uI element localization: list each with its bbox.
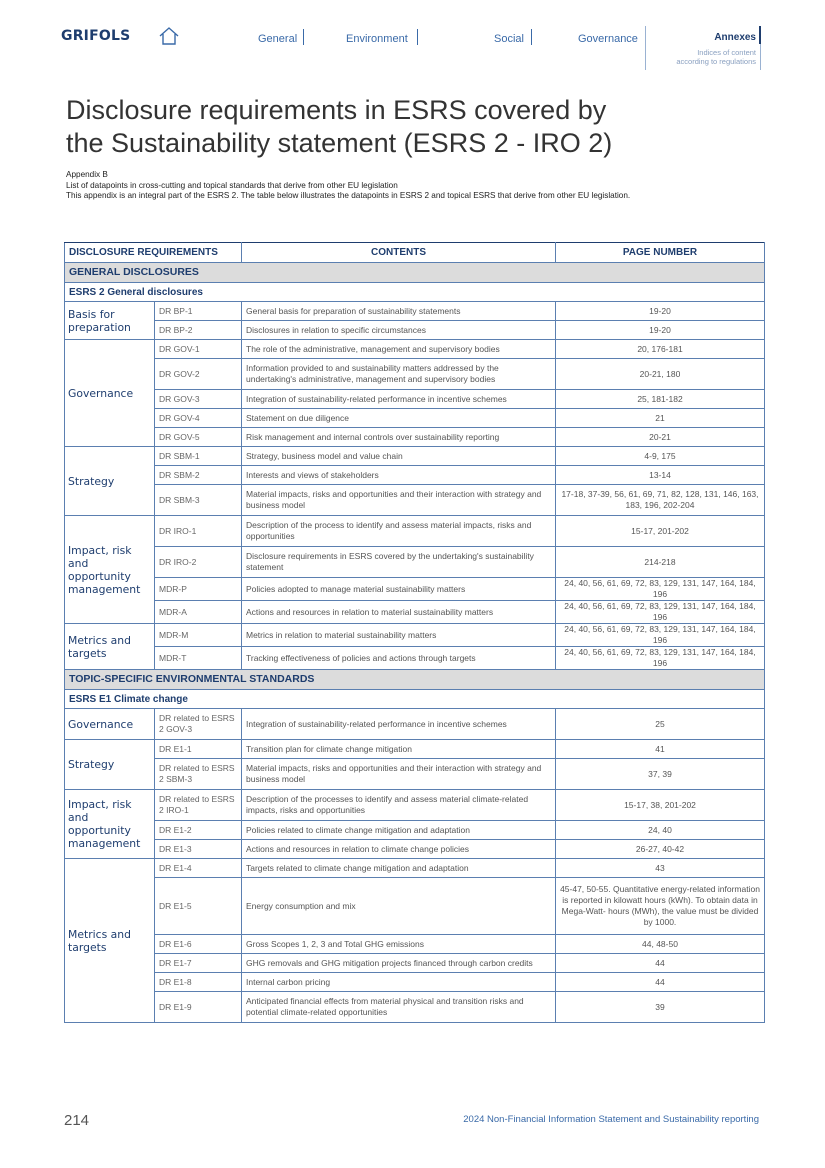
- table-row: [65, 340, 765, 359]
- dr-content: Description of the process to identify and assess material impacts, risks and opportunities: [242, 516, 556, 547]
- section-title: TOPIC-SPECIFIC ENVIRONMENTAL STANDARDS: [65, 670, 765, 690]
- table-row: [65, 624, 765, 647]
- dr-code: MDR-M: [155, 624, 242, 647]
- group-label: Metrics and targets: [65, 624, 155, 670]
- page-header: [0, 0, 825, 80]
- dr-code: DR related to ESRS 2 GOV-3: [155, 709, 242, 740]
- dr-code: DR E1-2: [155, 821, 242, 840]
- dr-page: 43: [556, 859, 765, 878]
- dr-code: DR IRO-1: [155, 516, 242, 547]
- dr-code: MDR-A: [155, 601, 242, 624]
- dr-page: 214-218: [556, 547, 765, 578]
- dr-page: 20-21, 180: [556, 359, 765, 390]
- table-row: [65, 359, 765, 390]
- table-row: [65, 409, 765, 428]
- section-row: [65, 263, 765, 283]
- dr-page: 24, 40, 56, 61, 69, 72, 83, 129, 131, 147, 164, 184, 196: [556, 624, 765, 647]
- nav-annexes[interactable]: [645, 26, 761, 70]
- group-label: Strategy: [65, 447, 155, 516]
- dr-page: 39: [556, 992, 765, 1023]
- dr-page: 13-14: [556, 466, 765, 485]
- nav-governance[interactable]: Governance: [578, 33, 638, 45]
- dr-page: 44: [556, 954, 765, 973]
- table-row: [65, 578, 765, 601]
- table-row: [65, 647, 765, 670]
- table-row: [65, 547, 765, 578]
- nav-divider: [303, 29, 304, 45]
- dr-code: DR BP-1: [155, 302, 242, 321]
- table-row: [65, 840, 765, 859]
- dr-code: DR GOV-1: [155, 340, 242, 359]
- dr-content: Integration of sustainability-related performance in incentive schemes: [242, 709, 556, 740]
- dr-content: Information provided to and sustainability matters addressed by the undertaking's administrative, management and supervisory bodies: [242, 359, 556, 390]
- table-row: [65, 821, 765, 840]
- dr-content: Transition plan for climate change mitigation: [242, 740, 556, 759]
- dr-page: 20-21: [556, 428, 765, 447]
- dr-page: 37, 39: [556, 759, 765, 790]
- dr-page: 44, 48-50: [556, 935, 765, 954]
- table-row: [65, 428, 765, 447]
- dr-page: 15-17, 201-202: [556, 516, 765, 547]
- group-label: Strategy: [65, 740, 155, 790]
- dr-content: Metrics in relation to material sustainability matters: [242, 624, 556, 647]
- annexes-subtitle: Indices of content according to regulations: [676, 48, 756, 66]
- dr-content: Actions and resources in relation to material sustainability matters: [242, 601, 556, 624]
- dr-code: DR E1-1: [155, 740, 242, 759]
- table-row: [65, 992, 765, 1023]
- dr-content: GHG removals and GHG mitigation projects financed through carbon credits: [242, 954, 556, 973]
- dr-code: DR GOV-5: [155, 428, 242, 447]
- table-row: [65, 485, 765, 516]
- nav-divider: [531, 29, 532, 45]
- table-row: [65, 973, 765, 992]
- footer-page-number: 214: [64, 1112, 90, 1129]
- table-row: [65, 302, 765, 321]
- dr-content: Strategy, business model and value chain: [242, 447, 556, 466]
- group-label: Basis for preparation: [65, 302, 155, 340]
- dr-page: 15-17, 38, 201-202: [556, 790, 765, 821]
- dr-page: 45-47, 50-55. Quantitative energy-related information is reported in kilowatt hours (kWh). To obtain data in Mega-Watt- hours (MWh), the value must be divided by 1000.: [556, 878, 765, 935]
- group-label: Governance: [65, 709, 155, 740]
- nav-social[interactable]: Social: [494, 33, 524, 45]
- section-row: [65, 670, 765, 690]
- group-label: Impact, risk and opportunity management: [65, 790, 155, 859]
- subsection-title: ESRS E1 Climate change: [65, 690, 765, 709]
- table-header-row: [65, 243, 765, 263]
- footer-report-title: 2024 Non-Financial Information Statement and Sustainability reporting: [463, 1114, 759, 1125]
- dr-code: MDR-P: [155, 578, 242, 601]
- dr-page: 24, 40, 56, 61, 69, 72, 83, 129, 131, 147, 164, 184, 196: [556, 647, 765, 670]
- dr-page: 20, 176-181: [556, 340, 765, 359]
- dr-code: DR E1-3: [155, 840, 242, 859]
- dr-page: 24, 40: [556, 821, 765, 840]
- dr-content: Policies adopted to manage material sustainability matters: [242, 578, 556, 601]
- section-title: GENERAL DISCLOSURES: [65, 263, 765, 283]
- dr-content: Disclosures in relation to specific circumstances: [242, 321, 556, 340]
- dr-code: DR E1-4: [155, 859, 242, 878]
- table-row: [65, 740, 765, 759]
- group-label: Governance: [65, 340, 155, 447]
- dr-code: DR related to ESRS 2 SBM-3: [155, 759, 242, 790]
- table-row: [65, 759, 765, 790]
- dr-code: DR SBM-1: [155, 447, 242, 466]
- dr-content: Interests and views of stakeholders: [242, 466, 556, 485]
- dr-page: 25, 181-182: [556, 390, 765, 409]
- table-row: [65, 601, 765, 624]
- dr-code: DR GOV-2: [155, 359, 242, 390]
- dr-content: Tracking effectiveness of policies and actions through targets: [242, 647, 556, 670]
- dr-content: General basis for preparation of sustainability statements: [242, 302, 556, 321]
- dr-code: DR E1-5: [155, 878, 242, 935]
- dr-content: Policies related to climate change mitigation and adaptation: [242, 821, 556, 840]
- subsection-row: [65, 690, 765, 709]
- dr-page: 24, 40, 56, 61, 69, 72, 83, 129, 131, 147, 164, 184, 196: [556, 578, 765, 601]
- header-contents: CONTENTS: [242, 243, 556, 263]
- dr-code: MDR-T: [155, 647, 242, 670]
- dr-code: DR SBM-2: [155, 466, 242, 485]
- table-row: [65, 516, 765, 547]
- table-row: [65, 935, 765, 954]
- header-page-number: PAGE NUMBER: [556, 243, 765, 263]
- dr-content: Anticipated financial effects from material physical and transition risks and potential climate-related opportunities: [242, 992, 556, 1023]
- group-label: Impact, risk and opportunity management: [65, 516, 155, 624]
- dr-page: 24, 40, 56, 61, 69, 72, 83, 129, 131, 147, 164, 184, 196: [556, 601, 765, 624]
- dr-page: 41: [556, 740, 765, 759]
- dr-page: 21: [556, 409, 765, 428]
- active-marker: [759, 26, 761, 44]
- dr-content: Actions and resources in relation to climate change policies: [242, 840, 556, 859]
- table-row: [65, 878, 765, 935]
- dr-content: The role of the administrative, management and supervisory bodies: [242, 340, 556, 359]
- grifols-logo[interactable]: GRIFOLS: [61, 28, 131, 44]
- table-row: [65, 321, 765, 340]
- dr-content: Internal carbon pricing: [242, 973, 556, 992]
- dr-code: DR E1-9: [155, 992, 242, 1023]
- dr-page: 26-27, 40-42: [556, 840, 765, 859]
- dr-content: Gross Scopes 1, 2, 3 and Total GHG emissions: [242, 935, 556, 954]
- table-row: [65, 709, 765, 740]
- dr-code: DR BP-2: [155, 321, 242, 340]
- group-label: Metrics and targets: [65, 859, 155, 1023]
- dr-content: Targets related to climate change mitigation and adaptation: [242, 859, 556, 878]
- table-row: [65, 954, 765, 973]
- dr-content: Energy consumption and mix: [242, 878, 556, 935]
- home-icon[interactable]: [158, 26, 180, 46]
- dr-content: Material impacts, risks and opportunities and their interaction with strategy and business model: [242, 759, 556, 790]
- dr-code: DR E1-7: [155, 954, 242, 973]
- table-row: [65, 447, 765, 466]
- dr-content: Material impacts, risks and opportunities and their interaction with strategy and business model: [242, 485, 556, 516]
- dr-code: DR E1-8: [155, 973, 242, 992]
- dr-page: 44: [556, 973, 765, 992]
- header-disclosure: DISCLOSURE REQUIREMENTS: [65, 243, 242, 263]
- page-title: Disclosure requirements in ESRS covered by the Sustainability statement (ESRS 2 - IRO 2): [66, 95, 613, 158]
- dr-code: DR IRO-2: [155, 547, 242, 578]
- dr-page: 17-18, 37-39, 56, 61, 69, 71, 82, 128, 131, 146, 163, 183, 196, 202-204: [556, 485, 765, 516]
- dr-content: Description of the processes to identify and assess material climate-related impacts, risks and opportunities: [242, 790, 556, 821]
- dr-content: Disclosure requirements in ESRS covered by the undertaking's sustainability statement: [242, 547, 556, 578]
- dr-code: DR related to ESRS 2 IRO-1: [155, 790, 242, 821]
- subsection-title: ESRS 2 General disclosures: [65, 283, 765, 302]
- intro-text: Appendix B List of datapoints in cross-cutting and topical standards that derive from other EU legislation This appendix is an integral part of the ESRS 2. The table below illustrates the datapoints in ESRS 2 and topical ESRS that derive from other EU legislation.: [66, 170, 631, 200]
- dr-code: DR GOV-4: [155, 409, 242, 428]
- nav-divider: [417, 29, 418, 45]
- disclosure-table: [64, 242, 765, 1023]
- dr-code: DR SBM-3: [155, 485, 242, 516]
- dr-content: Statement on due diligence: [242, 409, 556, 428]
- dr-content: Integration of sustainability-related performance in incentive schemes: [242, 390, 556, 409]
- dr-page: 19-20: [556, 321, 765, 340]
- nav-general[interactable]: General: [258, 33, 298, 45]
- dr-page: 25: [556, 709, 765, 740]
- table-row: [65, 790, 765, 821]
- dr-page: 19-20: [556, 302, 765, 321]
- dr-code: DR GOV-3: [155, 390, 242, 409]
- table-row: [65, 859, 765, 878]
- dr-page: 4-9, 175: [556, 447, 765, 466]
- subsection-row: [65, 283, 765, 302]
- table-row: [65, 390, 765, 409]
- dr-content: Risk management and internal controls over sustainability reporting: [242, 428, 556, 447]
- table-row: [65, 466, 765, 485]
- nav-environment[interactable]: Environment: [346, 33, 408, 45]
- dr-code: DR E1-6: [155, 935, 242, 954]
- annexes-title: Annexes: [714, 32, 756, 43]
